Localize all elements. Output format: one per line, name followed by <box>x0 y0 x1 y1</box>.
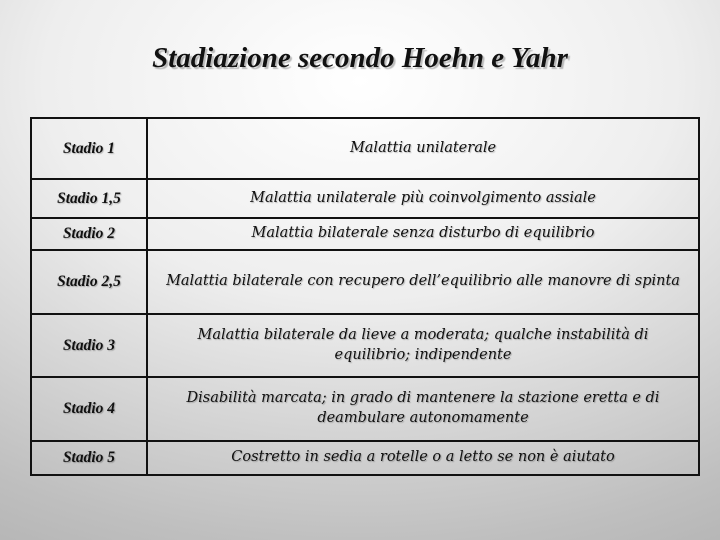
stage-label: Stadio 3 <box>31 314 147 377</box>
stage-label: Stadio 2,5 <box>31 250 147 314</box>
stage-description: Costretto in sedia a rotelle o a letto se non è aiutato <box>147 441 699 475</box>
stage-label: Stadio 4 <box>31 377 147 441</box>
stage-label: Stadio 5 <box>31 441 147 475</box>
stage-description: Malattia bilaterale da lieve a moderata; qualche instabilità di equilibrio; indipendente <box>147 314 699 377</box>
table-row <box>31 441 699 475</box>
stage-label: Stadio 1,5 <box>31 179 147 218</box>
stage-description: Disabilità marcata; in grado di mantenere la stazione eretta e di deambulare autonomamente <box>147 377 699 441</box>
stage-label: Stadio 1 <box>31 118 147 179</box>
table-row <box>31 314 699 377</box>
stage-description: Malattia bilaterale con recupero dell’equilibrio alle manovre di spinta <box>147 250 699 314</box>
table-row <box>31 250 699 314</box>
slide-title: Stadiazione secondo Hoehn e Yahr <box>152 42 568 74</box>
table-row <box>31 179 699 218</box>
stage-description: Malattia unilaterale più coinvolgimento assiale <box>147 179 699 218</box>
table-row <box>31 118 699 179</box>
stage-description: Malattia bilaterale senza disturbo di equilibrio <box>147 218 699 250</box>
stage-label: Stadio 2 <box>31 218 147 250</box>
stage-description: Malattia unilaterale <box>147 118 699 179</box>
table-row <box>31 218 699 250</box>
table-row <box>31 377 699 441</box>
hoehn-yahr-table <box>30 117 700 476</box>
